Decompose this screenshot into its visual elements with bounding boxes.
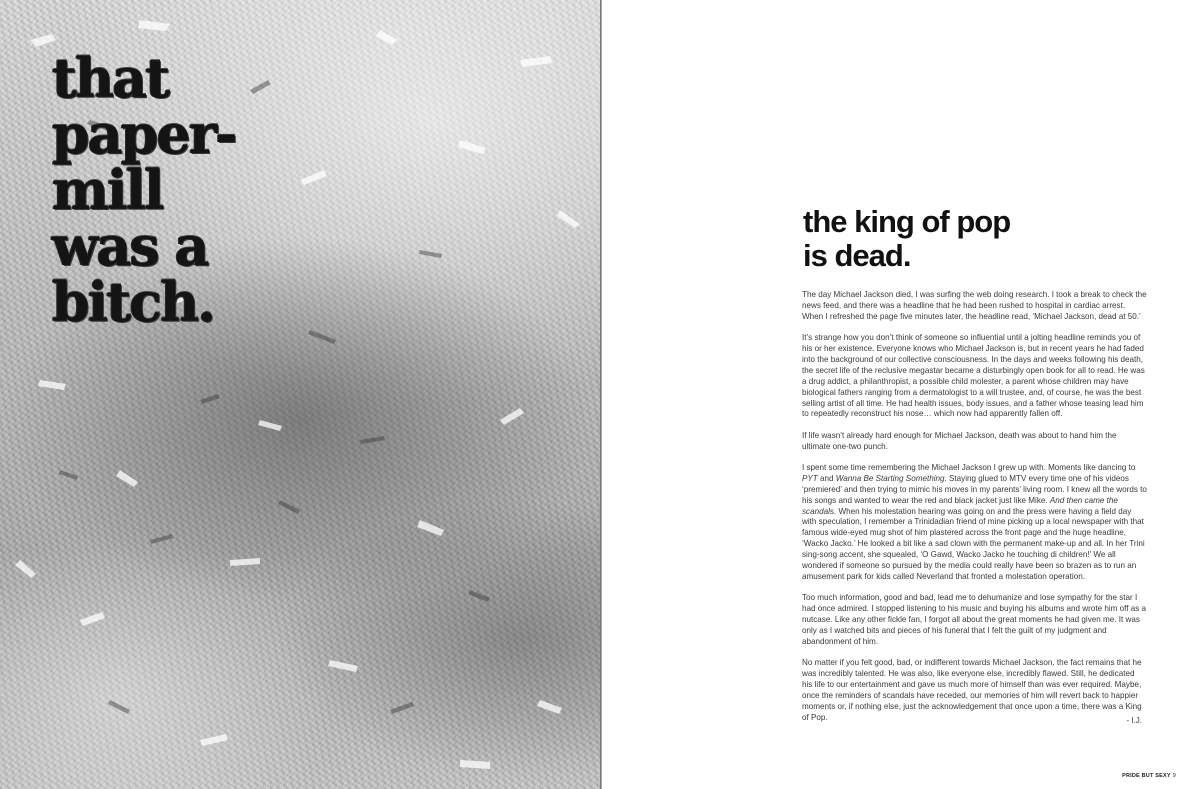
article-paragraph-4 <box>802 463 1147 583</box>
p4-text-b: and <box>817 473 836 483</box>
page-folio <box>1122 773 1176 779</box>
p4-scandals-emphasis: And then came the scandals. <box>802 495 1118 516</box>
p4-song-wbss: Wanna Be Starting Something <box>835 473 945 483</box>
article-paragraph-2: It’s strange how you don’t think of someone so influential until a jolting headline reminds you of his or her existence. Everyone knows who Michael Jackson is, but in recent years he had faded into the background of our collective consciousness. In the days and weeks following his death, the secret life of the reclusive megastar became a disturbingly open book for all to read. He was a drug addict, a philanthropist, a possible child molester, a parent whose children may have biological fathers ranging from a dermatologist to a will trustee, and, of course, he was the best selling artist of all time. He had health issues, body issues, and a father whose teasing lead him to repeatedly reconstruct his nose… which now had apparently fallen off. <box>802 333 1145 419</box>
p4-text-d: When his molestation hearing was going on and the press were having a field day with speculation, I remember a Trinidadian friend of mine picking up a local newspaper with that famous wide-eyed mug shot of him plastered across the front page and the huge headline, ‘Wacko Jacko.’ He looked a bit like a sad clown with the permanent make-up and all. In her Trini sing-song accent, she squealed, ‘O Gawd, Wacko Jacko he touching di children!’ We all wondered if someone so pursued by the media could really have been so brazen as to run an amusement park for kids called Neverland that fronted a molestation operation. <box>802 506 1145 582</box>
p4-text-a: I spent some time remembering the Michael Jackson I grew up with. Moments like dancing to <box>802 462 1136 472</box>
author-signoff: - I.J. <box>1126 716 1142 725</box>
article-paragraph-3: If life wasn’t already hard enough for Michael Jackson, death was about to hand him the ultimate one-two punch. <box>802 430 1117 451</box>
article-title-line-2: is dead. <box>803 238 911 273</box>
article-body <box>802 290 1147 734</box>
article-title-line-1: the king of pop <box>803 204 1011 239</box>
p4-text-c: . Staying glued to MTV every time one of his videos ‘premiered’ and then trying to mimic his moves in my parents’ living room. I knew all the words to his songs and wanted to wear the red and black jacket just like Mike. <box>802 473 1147 505</box>
article-paragraph-5: Too much information, good and bad, lead me to dehumanize and lose sympathy for the star I had once admired. I stopped listening to his music and buying his albums and wrote him off as a nutcase. Like any other fickle fan, I forgot all about the great moments he had given me. It was only as I watched bits and pieces of his funeral that I felt the guilt of my judgment and abandonment of him. <box>802 593 1147 646</box>
page-number: 9 <box>1172 773 1176 779</box>
article-paragraph-1: The day Michael Jackson died, I was surfing the web doing research. I took a break to check the news feed, and there was a headline that he had been rushed to hospital in cardiac arrest. When I refreshed the page five minutes later, the headline read, ‘Michael Jackson, dead at 50.’ <box>802 290 1147 321</box>
article-title <box>803 205 1103 273</box>
p4-song-pyt: PYT <box>802 473 818 483</box>
article-paragraph-6: No matter if you felt good, bad, or indifferent towards Michael Jackson, the fact remains that he was incredibly talented. He was also, like everyone else, incredibly flawed. Still, he dedicated his life to our entertainment and gave us much more of himself than was ever required. Maybe, once the reminders of scandals have receded, our memories of him will revert back to happier moments or, if nothing else, just the acknowledgement that once upon a time, there was a King of Pop. <box>802 658 1142 722</box>
left-page-headline: that paper- mill was a bitch. <box>52 46 236 334</box>
right-page-article <box>602 0 1200 789</box>
folio-label: PRIDE BUT SEXY <box>1122 773 1171 779</box>
